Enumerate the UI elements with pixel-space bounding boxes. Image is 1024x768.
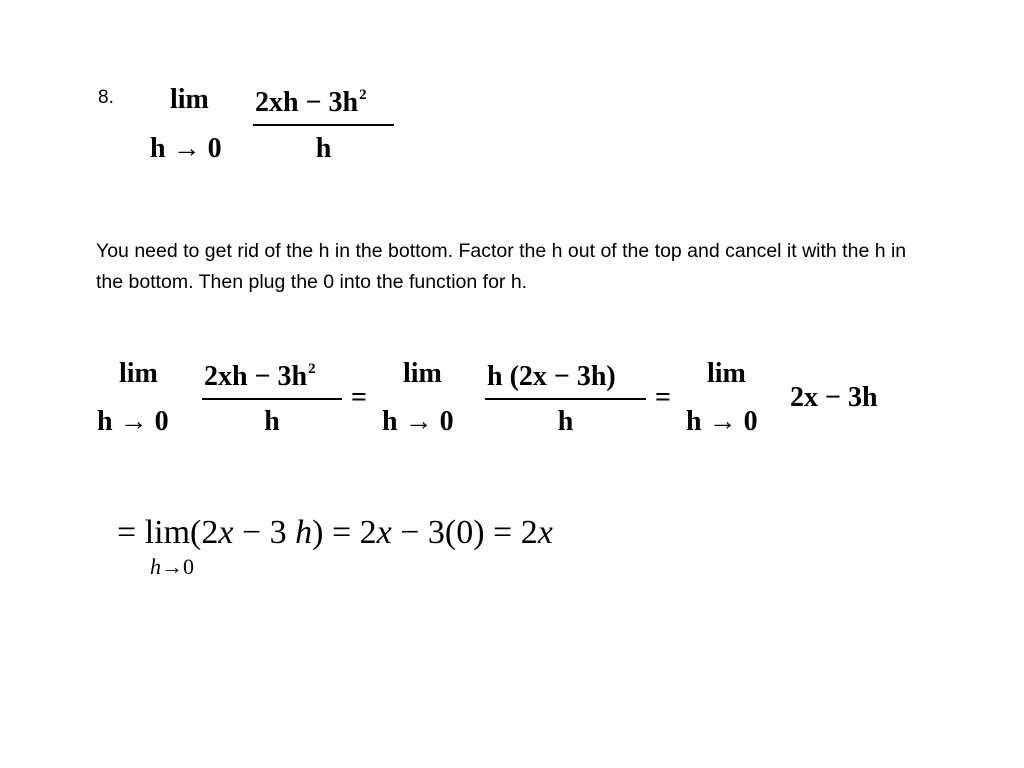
final-equation: = lim(2x − 3 h) = 2x − 3(0) = 2x xyxy=(117,514,553,551)
problem-numerator: $2xh - 3h^2$ xyxy=(255,87,367,118)
step1-denominator: h xyxy=(264,406,280,437)
step3-lim-subscript: h → 0 xyxy=(686,406,758,437)
problem-denominator: h xyxy=(315,133,332,164)
final-lim-subscript: h→0 xyxy=(150,554,194,579)
step2-lim-subscript: h → 0 xyxy=(382,406,454,437)
step2-numerator: h (2x − 3h) xyxy=(487,361,616,392)
step2-fraction-bar xyxy=(485,398,646,400)
problem-fraction-bar xyxy=(253,124,394,126)
equals-sign-2: = xyxy=(655,382,671,413)
problem-number: 8. xyxy=(98,87,114,108)
step1-lim-subscript: h → 0 xyxy=(97,406,169,437)
step3-expression: 2x − 3h xyxy=(790,382,878,413)
step1-lim: lim xyxy=(119,358,158,389)
problem-lim-subscript: h → 0 xyxy=(150,133,222,164)
step1-numerator: $2xh - 3h^2$ xyxy=(204,361,316,392)
step2-lim: lim xyxy=(403,358,442,389)
step1-fraction-bar xyxy=(202,398,342,400)
step3-lim: lim xyxy=(707,358,746,389)
equals-sign-1: = xyxy=(351,382,367,413)
problem-lim: lim xyxy=(170,84,209,115)
step2-denominator: h xyxy=(557,406,574,437)
explanation-text: You need to get rid of the h in the bottom. Factor the h out of the top and cancel it with the h in the bottom. Then plug the 0 into the function for h. xyxy=(96,240,907,293)
